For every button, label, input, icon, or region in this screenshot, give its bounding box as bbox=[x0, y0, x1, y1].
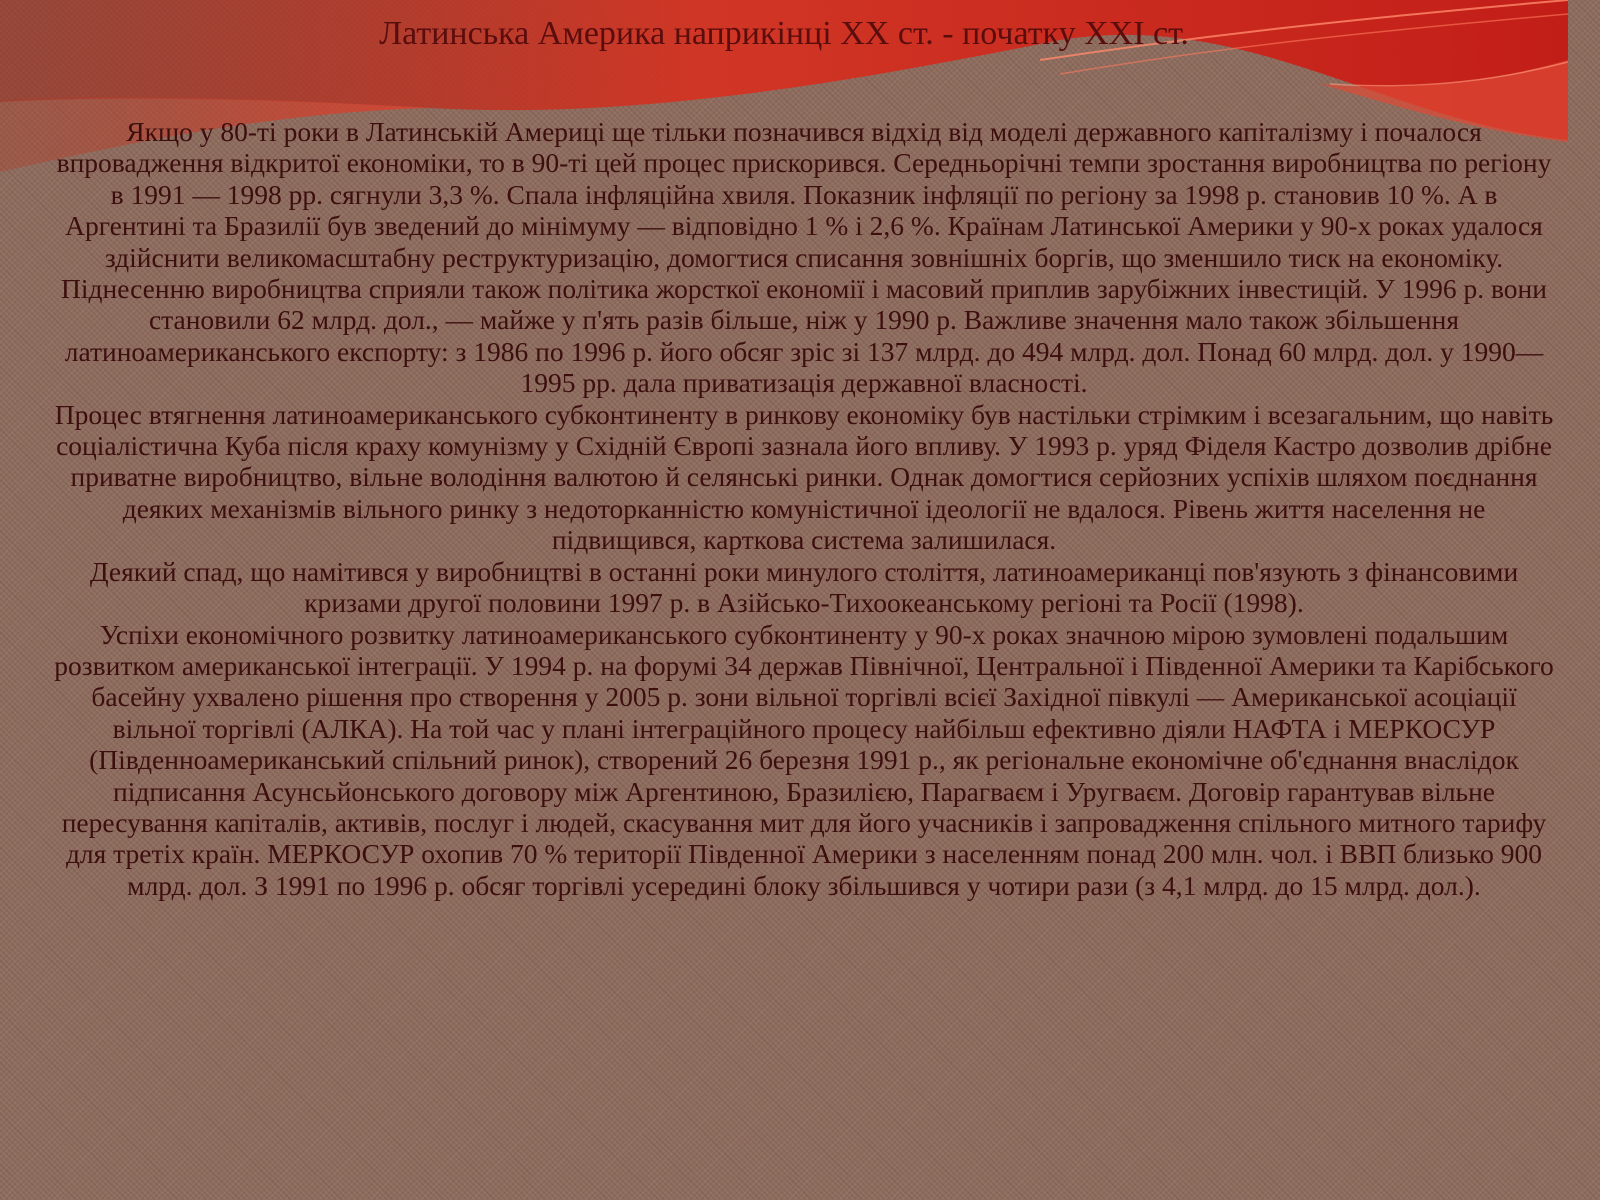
paragraph-crisis: Деякий спад, що намітився у виробництві в останні роки минулого століття, латиноамериканці пов'язують з фінансовими кризами другої половини 1997 р. в Азійсько-Тихоокеанському регіоні та Росії (1998). bbox=[89, 555, 1519, 619]
paragraph-integration: Успіхи економічного розвитку латиноамериканського субконтиненту у 90-х роках значною мірою зумовлені подальшим розвитком американської інтеграції. У 1994 р. на форумі 34 держав Північної, Центральної і Південної Америки та Карібського басейну ухвалено рішення про створення у 2005 р. зони вільної торгівлі всієї Західної півкулі — Американської асоціації вільної торгівлі (АЛКА). На той час у плані інтеграційного процесу найбільш ефективно діяли НАФТА і МЕРКОСУР (Південноамериканський спільний ринок), створений 26 березня 1991 р., як регіональне економічне об'єднання внаслідок підписання Асунсьйонського договору між Аргентиною, Бразилією, Парагваєм і Уругваєм. Договір гарантував вільне пересування капіталів, активів, послуг і людей, скасування мит для його учасників і запровадження спільного митного тарифу для третіх країн. МЕРКОСУР охопив 70 % території Південної Америки з населенням понад 200 млн. чол. і ВВП близько 900 млрд. дол. З 1991 по 1996 р. обсяг торгівлі усередині блоку збільшився у чотири рази (з 4,1 млрд. до 15 млрд. дол.). bbox=[54, 618, 1554, 901]
paragraph-economy-90s: Якщо у 80-ті роки в Латинській Америці ще тільки позначився відхід від моделі державного капіталізму і почалося впровадження відкритої економіки, то в 90-ті цей процес прискорився. Середньорічні темпи зростання виробництва по регіону в 1991 — 1998 рр. сягнули 3,3 %. Спала інфляційна хвиля. Показник інфляції по регіону за 1998 р. становив 10 %. А в Аргентині та Бразилії був зведений до мінімуму — відповідно 1 % і 2,6 %. Країнам Латинської Америки у 90-х роках удалося здійснити великомасштабну реструктуризацію, домогтися списання зовнішніх боргів, що зменшило тиск на економіку. Піднесенню виробництва сприяли також політика жорсткої економії і масовий приплив зарубіжних інвестицій. У 1996 р. вони становили 62 млрд. дол., — майже у п'ять разів більше, ніж у 1990 р. Важливе значення мало також збільшення латиноамериканського експорту: з 1986 по 1996 р. його обсяг зріс зі 137 млрд. до 494 млрд. дол. Понад 60 млрд. дол. у 1990—1995 рр. дала приватизація державної власності. bbox=[56, 116, 1552, 399]
body-text bbox=[54, 116, 1554, 901]
slide-title: Латинська Америка наприкінці XX ст. - початку XXI ст. bbox=[379, 15, 1189, 52]
paragraph-cuba: Процес втягнення латиноамериканського субконтиненту в ринкову економіку був настільки стрімким і всезагальним, що навіть соціалістична Куба після краху комунізму у Східній Європі зазнала його впливу. У 1993 р. уряд Фіделя Кастро дозволив дрібне приватне виробництво, вільне володіння валютою й селянські ринки. Однак домогтися серйозних успіхів шляхом поєднання деяких механізмів вільного ринку з недоторканністю комуністичної ідеології не вдалося. Рівень життя населення не підвищився, карткова система залишилася. bbox=[54, 398, 1554, 556]
